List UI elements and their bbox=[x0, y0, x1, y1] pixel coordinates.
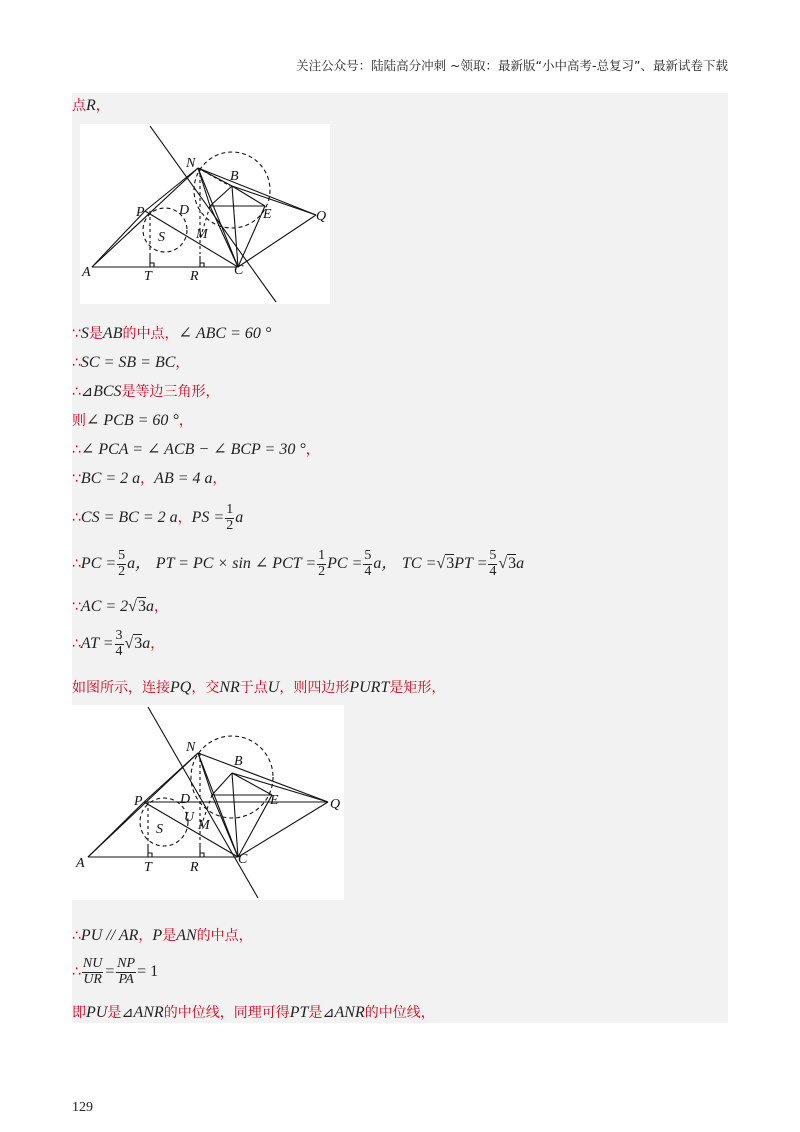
text-line: 如图所示，连接PQ，交NR于点U，则四边形PURT是矩形， bbox=[72, 679, 446, 696]
label-B: B bbox=[230, 169, 239, 184]
label-P: P bbox=[136, 205, 145, 220]
label-E: E bbox=[263, 207, 272, 222]
label-Q: Q bbox=[316, 209, 327, 224]
text-line: ∴AT = $\frac{3}{4}$ √3a， bbox=[72, 628, 165, 659]
label-T: T bbox=[144, 860, 152, 875]
text-line: ∴CS = BC = 2 a，PS = $\frac{1}{2}$ a bbox=[72, 502, 244, 533]
text-line: 则∠ PCB = 60 °， bbox=[72, 412, 193, 429]
label-P: P bbox=[134, 794, 143, 809]
text-line: ∵AC = 2√3a， bbox=[72, 598, 168, 615]
text-line: ∴PC = $\frac{5}{2}$ a， PT = PC × sin ∠ PCT = $\frac{1}{2}$ PC = $\frac{5}{4}$ a， TC =√3PT = $\frac{5}{4}$ √3a bbox=[72, 548, 525, 579]
label-C: C bbox=[234, 263, 244, 278]
label-B: B bbox=[234, 754, 243, 769]
label-R: R bbox=[190, 269, 199, 284]
text-line: ∴ $\frac{NU}{UR}$ = $\frac{NP}{PA}$ = 1 bbox=[72, 956, 159, 987]
geometry-figure-2 bbox=[72, 705, 344, 900]
label-M: M bbox=[196, 227, 208, 242]
label-U: U bbox=[184, 810, 195, 825]
label-E: E bbox=[270, 793, 279, 808]
label-N: N bbox=[186, 740, 196, 755]
label-T: T bbox=[144, 269, 152, 284]
text-line: ∵BC = 2 a，AB = 4 a， bbox=[72, 470, 227, 487]
text-line: 点R， bbox=[72, 97, 110, 114]
text-line: ∴PU // AR，P是AN的中点， bbox=[72, 927, 253, 944]
label-A: A bbox=[76, 856, 85, 871]
label-A: A bbox=[82, 265, 91, 280]
geometry-figure-1 bbox=[80, 124, 330, 304]
label-M: M bbox=[198, 818, 210, 833]
label-Q: Q bbox=[330, 797, 341, 812]
label-S: S bbox=[156, 822, 163, 837]
text-line: 即PU是⊿ANR的中位线，同理可得PT是⊿ANR的中位线， bbox=[72, 1004, 435, 1021]
page-header: 关注公众号：陆陆高分冲刺 ~领取：最新版“小中高考-总复习”、最新试卷下载 bbox=[296, 58, 728, 73]
text-line: ∴∠ PCA = ∠ ACB − ∠ BCP = 30 °， bbox=[72, 441, 320, 458]
label-N: N bbox=[186, 156, 196, 171]
text-line: ∴SC = SB = BC， bbox=[72, 354, 190, 371]
text-line: ∵S是AB的中点，∠ ABC = 60 ° bbox=[72, 325, 272, 342]
label-S: S bbox=[158, 230, 165, 245]
label-D: D bbox=[180, 792, 191, 807]
solution-content bbox=[72, 93, 728, 1023]
page-number: 129 bbox=[72, 1100, 93, 1115]
label-C: C bbox=[238, 852, 248, 867]
text-line: ∴⊿BCS是等边三角形， bbox=[72, 383, 220, 400]
label-D: D bbox=[179, 203, 190, 218]
label-R: R bbox=[190, 860, 199, 875]
